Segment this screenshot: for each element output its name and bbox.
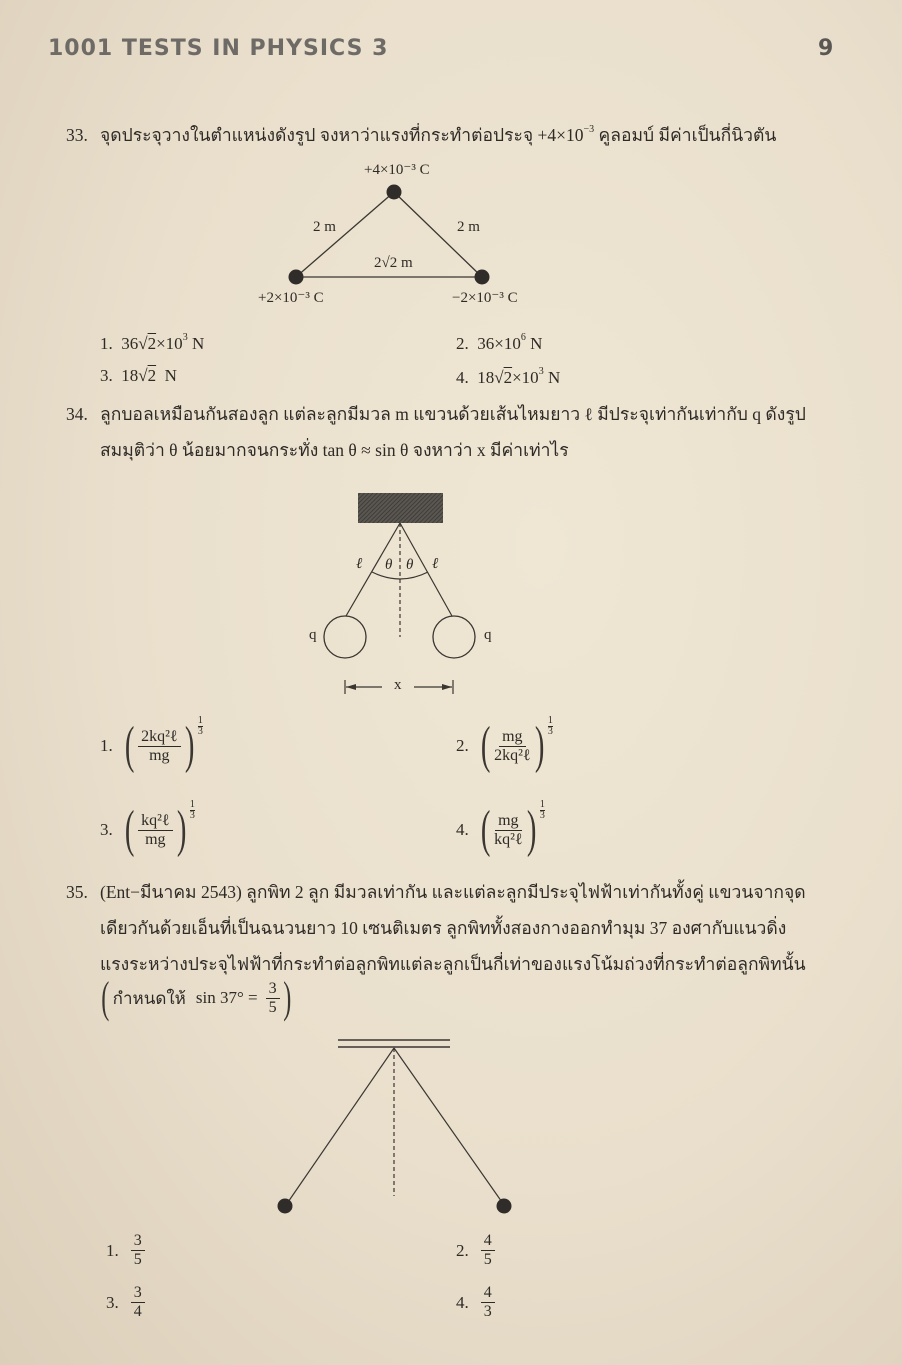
given-label: กำหนดให้	[112, 988, 186, 1008]
denominator: 4	[133, 1303, 142, 1320]
option-number: 4.	[456, 820, 469, 839]
q33-option-3[interactable]: 3. 18√2 N	[100, 366, 177, 385]
unit: N	[160, 366, 177, 385]
power-denominator: 3	[547, 726, 553, 737]
denominator: mg	[149, 746, 170, 764]
base-length: 2√2 m	[374, 255, 413, 271]
power-numerator: 1	[197, 715, 203, 726]
numerator: 3	[131, 1284, 145, 1303]
q34-option-1[interactable]: 1. ( $\frac{\text{2kq²ℓ}}{mg}$ ) $\frac{1}{3}$	[100, 715, 203, 774]
multiplier: ×10	[512, 368, 539, 387]
power-denominator: 3	[197, 726, 203, 737]
multiplier: ×10	[156, 334, 183, 353]
top-charge-label: +4×10⁻³ C	[364, 162, 430, 178]
question-text-part: จุดประจุวางในตำแหน่งดังรูป จงหาว่าแรงที่กระทำต่อประจุ +4×10	[100, 125, 584, 145]
separation-label: x	[394, 677, 402, 693]
option-number: 3.	[100, 820, 113, 839]
question-number: 33.	[66, 125, 88, 145]
q33-option-4[interactable]: 4. $18√2\times 10^3$ N	[456, 366, 561, 387]
coef: 36	[121, 334, 139, 353]
string-length-right: ℓ	[432, 556, 439, 572]
right-charge-label: −2×10⁻³ C	[452, 290, 518, 306]
numerator: mg	[499, 728, 525, 747]
option-number: 1.	[106, 1240, 119, 1260]
exponent: 3	[182, 332, 188, 343]
exponent: −3	[583, 124, 595, 135]
power-denominator: 3	[189, 810, 195, 821]
angle-left: θ	[385, 557, 393, 573]
radicand: 2	[503, 368, 513, 387]
left-side-length: 2 m	[313, 219, 336, 235]
denominator: kq²ℓ	[494, 830, 523, 848]
coef: 18	[121, 366, 139, 385]
question-line: เดียวกันด้วยเอ็นที่เป็นฉนวนยาว 10 เซนติเมตร ลูกพิททั้งสองกางออกทำมุม 37 องศากับแนวดิ่ง	[100, 918, 787, 938]
q34-option-2[interactable]: 2. ( $\frac{mg}{\text{2kq²ℓ}}$ ) $\frac{1}{3}$	[456, 715, 553, 774]
q35-option-3[interactable]	[106, 1284, 145, 1321]
question-line: แรงระหว่างประจุไฟฟ้าที่กระทำต่อลูกพิทแต่ละลูกเป็นกี่เท่าของแรงโน้มถ่วงที่กระทำต่อลูกพิทนั้น	[100, 954, 806, 974]
pith-ball-left	[278, 1199, 293, 1214]
option-number: 2.	[456, 334, 469, 353]
left-charge-label: +2×10⁻³ C	[258, 290, 324, 306]
denominator: 3	[483, 1303, 492, 1320]
option-number: 4.	[456, 368, 469, 387]
option-number: 2.	[456, 736, 469, 755]
option-number: 4.	[456, 1292, 469, 1312]
angle-right: θ	[406, 557, 414, 573]
coef: 18	[477, 368, 495, 387]
question-text-part: คูลอมบ์ มีค่าเป็นกี่นิวตัน	[594, 125, 777, 145]
charge-right-label: q	[484, 627, 492, 643]
numerator: 3	[266, 980, 280, 999]
power-numerator: 1	[189, 799, 195, 810]
given-expression: sin 37° =	[195, 988, 258, 1007]
unit: N	[543, 368, 561, 387]
radicand: 2	[147, 366, 157, 385]
numerator: kq²ℓ	[138, 812, 172, 831]
question-line: (Ent−มีนาคม 2543) ลูกพิท 2 ลูก มีมวลเท่ากัน และแต่ละลูกมีประจุไฟฟ้าเท่ากันทั้งคู่ แขวนจากจุด	[100, 882, 806, 902]
numerator: 3	[131, 1232, 145, 1251]
unit: N	[187, 334, 205, 353]
option-number: 1.	[100, 334, 113, 353]
denominator: 5	[483, 1251, 492, 1268]
charge-left-label: q	[309, 627, 317, 643]
option-number: 2.	[456, 1240, 469, 1260]
question-line: ลูกบอลเหมือนกันสองลูก แต่ละลูกมีมวล m แขวนด้วยเส้นไหมยาว ℓ มีประจุเท่ากันเท่ากับ q ดังรูป	[100, 404, 806, 424]
q35-option-4[interactable]	[456, 1284, 495, 1321]
numerator: 4	[481, 1284, 495, 1303]
option-number: 1.	[100, 736, 113, 755]
question-line: สมมุติว่า θ น้อยมากจนกระทั่ง tan θ ≈ sin θ จงหาว่า x มีค่าเท่าไร	[100, 440, 569, 460]
question-number: 34.	[66, 404, 88, 424]
denominator: 5	[133, 1251, 142, 1268]
q35-option-2[interactable]	[456, 1232, 495, 1269]
radicand: 2	[147, 334, 157, 353]
power-numerator: 1	[547, 715, 553, 726]
q35-option-1[interactable]	[106, 1232, 145, 1269]
question-number: 35.	[66, 882, 88, 902]
q34-option-3[interactable]: 3. ( $\frac{\text{kq²ℓ}}{mg}$ ) $\frac{1}{3}$	[100, 799, 195, 858]
exponent: 6	[520, 332, 526, 343]
q34-option-4[interactable]: 4. ( $\frac{mg}{\text{kq²ℓ}}$ ) $\frac{1}{3}$	[456, 799, 545, 858]
given-condition: ( กำหนดให้ sin 37° = $\frac{3}{5}$ )	[101, 973, 291, 1022]
pith-ball-right	[497, 1199, 512, 1214]
power-numerator: 1	[539, 799, 545, 810]
denominator: mg	[145, 830, 166, 848]
numerator: mg	[495, 812, 521, 831]
numerator: 2kq²ℓ	[138, 728, 180, 747]
option-number: 3.	[100, 366, 113, 385]
power-denominator: 3	[539, 810, 545, 821]
numerator: 4	[481, 1232, 495, 1251]
right-side-length: 2 m	[457, 219, 480, 235]
book-title: 1001 TESTS IN PHYSICS 3	[48, 36, 389, 61]
exponent: 3	[538, 366, 544, 377]
page-number: 9	[818, 36, 834, 61]
q33-option-1[interactable]: 1. $36√2\times 10^3$ N	[100, 332, 205, 353]
denominator: 2kq²ℓ	[494, 746, 531, 764]
option-number: 3.	[106, 1292, 119, 1312]
string-length-left: ℓ	[356, 556, 363, 572]
coef: 36×10	[477, 334, 521, 353]
unit: N	[525, 334, 543, 353]
denominator: 5	[268, 998, 277, 1016]
